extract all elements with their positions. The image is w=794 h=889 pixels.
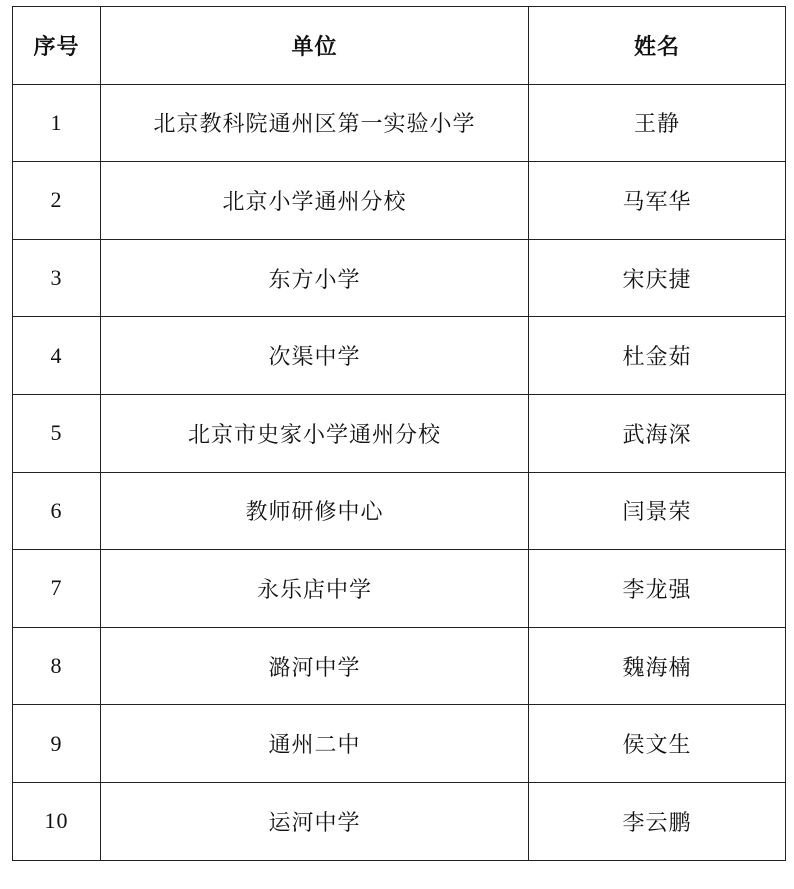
table-row [13,782,786,860]
table-body [13,84,786,860]
row-num: 10 [13,782,101,860]
table-row [13,84,786,162]
header-num: 序号 [13,7,101,85]
row-name: 李云鹏 [529,782,786,860]
table-row [13,705,786,783]
row-num: 6 [13,472,101,550]
row-num: 8 [13,627,101,705]
table-row [13,550,786,628]
row-unit: 北京教科院通州区第一实验小学 [101,84,529,162]
header-row [13,7,786,85]
table-row [13,317,786,395]
row-num: 9 [13,705,101,783]
row-name: 宋庆捷 [529,239,786,317]
row-name: 武海深 [529,394,786,472]
row-name: 魏海楠 [529,627,786,705]
table-row [13,162,786,240]
row-unit: 北京市史家小学通州分校 [101,394,529,472]
row-num: 3 [13,239,101,317]
row-num: 7 [13,550,101,628]
row-unit: 运河中学 [101,782,529,860]
table-row [13,472,786,550]
row-num: 4 [13,317,101,395]
row-unit: 次渠中学 [101,317,529,395]
row-name: 杜金茹 [529,317,786,395]
table-header [13,7,786,85]
row-num: 5 [13,394,101,472]
row-name: 李龙强 [529,550,786,628]
row-name: 侯文生 [529,705,786,783]
header-name: 姓名 [529,7,786,85]
row-name: 闫景荣 [529,472,786,550]
table-row [13,394,786,472]
row-num: 2 [13,162,101,240]
row-num: 1 [13,84,101,162]
row-unit: 通州二中 [101,705,529,783]
row-unit: 潞河中学 [101,627,529,705]
table-row [13,627,786,705]
table-row [13,239,786,317]
row-unit: 东方小学 [101,239,529,317]
row-name: 王静 [529,84,786,162]
row-unit: 教师研修中心 [101,472,529,550]
row-name: 马军华 [529,162,786,240]
row-unit: 北京小学通州分校 [101,162,529,240]
row-unit: 永乐店中学 [101,550,529,628]
roster-table [12,6,786,861]
header-unit: 单位 [101,7,529,85]
